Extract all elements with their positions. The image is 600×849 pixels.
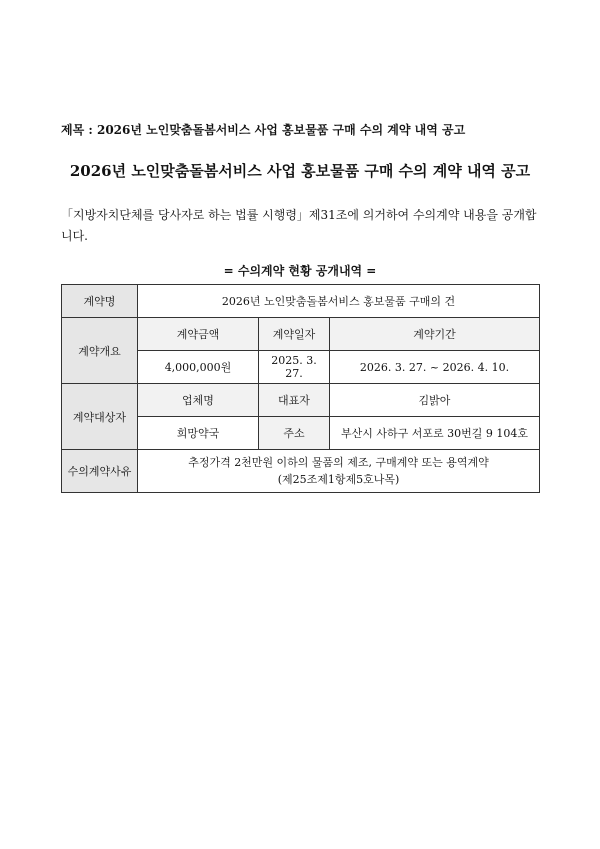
period-label: 계약기간 xyxy=(330,318,540,351)
table-row xyxy=(62,285,540,318)
period-value: 2026. 3. 27. ~ 2026. 4. 10. xyxy=(330,351,540,384)
contract-name-label: 계약명 xyxy=(62,285,138,318)
notice-subject: 제목 : 2026년 노인맞춤돌봄서비스 사업 홍보물품 구매 수의 계약 내역 공고 xyxy=(61,123,466,137)
reason-label: 수의계약사유 xyxy=(62,450,138,493)
amount-label: 계약금액 xyxy=(138,318,259,351)
company-label: 업체명 xyxy=(138,384,259,417)
date-label: 계약일자 xyxy=(259,318,330,351)
intro-text: 「지방자치단체를 당사자로 하는 법률 시행령」제31조에 의거하여 수의계약 내용을 공개합니다. xyxy=(61,208,537,243)
reason-line-2: (제25조제1항제5호나목) xyxy=(277,473,400,486)
table-row xyxy=(62,450,540,493)
section-title: = 수의계약 현황 공개내역 = xyxy=(223,264,377,278)
rep-label: 대표자 xyxy=(259,384,330,417)
notice-title: 2026년 노인맞춤돌봄서비스 사업 홍보물품 구매 수의 계약 내역 공고 xyxy=(69,162,531,180)
address-value: 부산시 사하구 서포로 30번길 9 104호 xyxy=(330,417,540,450)
amount-value: 4,000,000원 xyxy=(138,351,259,384)
contract-name-value: 2026년 노인맞춤돌봄서비스 홍보물품 구매의 건 xyxy=(138,285,540,318)
rep-value: 김밝아 xyxy=(330,384,540,417)
address-label: 주소 xyxy=(259,417,330,450)
party-label: 계약대상자 xyxy=(62,384,138,450)
contract-table xyxy=(61,284,540,493)
reason-line-1: 추정가격 2천만원 이하의 물품의 제조, 구매계약 또는 용역계약 xyxy=(188,456,489,469)
table-row xyxy=(62,318,540,351)
reason-value xyxy=(138,450,540,493)
overview-label: 계약개요 xyxy=(62,318,138,384)
date-value: 2025. 3. 27. xyxy=(259,351,330,384)
intro-paragraph xyxy=(61,205,547,247)
table-row xyxy=(62,384,540,417)
company-value: 희망약국 xyxy=(138,417,259,450)
